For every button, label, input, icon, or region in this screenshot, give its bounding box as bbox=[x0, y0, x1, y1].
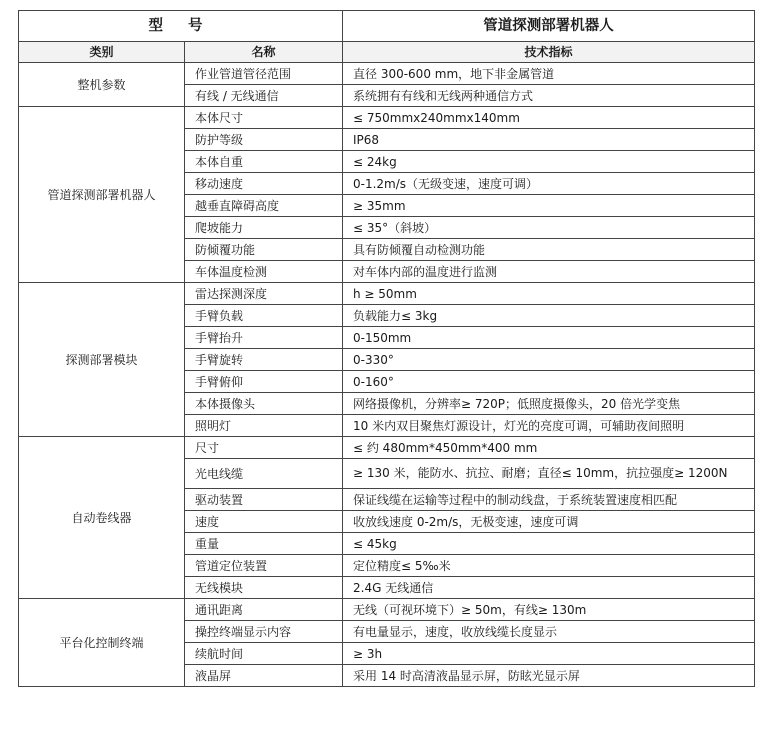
param-name-cell: 驱动装置 bbox=[185, 489, 343, 511]
param-name-cell: 照明灯 bbox=[185, 415, 343, 437]
param-spec-cell: 有电量显示，速度，收放线缆长度显示 bbox=[343, 621, 755, 643]
param-spec-cell: 2.4G 无线通信 bbox=[343, 577, 755, 599]
spec-table bbox=[18, 10, 755, 687]
header-row bbox=[19, 42, 755, 63]
name-header: 名称 bbox=[185, 42, 343, 63]
param-spec-cell: 0-150mm bbox=[343, 327, 755, 349]
param-name-cell: 手臂俯仰 bbox=[185, 371, 343, 393]
table-row bbox=[19, 63, 755, 85]
param-name-cell: 管道定位装置 bbox=[185, 555, 343, 577]
param-name-cell: 速度 bbox=[185, 511, 343, 533]
spec-body bbox=[19, 63, 755, 687]
param-name-cell: 光电线缆 bbox=[185, 459, 343, 489]
category-cell: 平台化控制终端 bbox=[19, 599, 185, 687]
param-spec-cell: ≤ 750mmx240mmx140mm bbox=[343, 107, 755, 129]
param-name-cell: 越垂直障碍高度 bbox=[185, 195, 343, 217]
param-name-cell: 通讯距离 bbox=[185, 599, 343, 621]
table-row bbox=[19, 437, 755, 459]
param-spec-cell: 0-160° bbox=[343, 371, 755, 393]
param-name-cell: 操控终端显示内容 bbox=[185, 621, 343, 643]
param-spec-cell: ≥ 3h bbox=[343, 643, 755, 665]
param-spec-cell: 收放线速度 0-2m/s，无极变速，速度可调 bbox=[343, 511, 755, 533]
param-name-cell: 有线 / 无线通信 bbox=[185, 85, 343, 107]
category-cell: 自动卷线器 bbox=[19, 437, 185, 599]
param-spec-cell: ≤ 45kg bbox=[343, 533, 755, 555]
param-name-cell: 本体自重 bbox=[185, 151, 343, 173]
param-spec-cell: IP68 bbox=[343, 129, 755, 151]
category-cell: 管道探测部署机器人 bbox=[19, 107, 185, 283]
param-spec-cell: 系统拥有有线和无线两种通信方式 bbox=[343, 85, 755, 107]
param-name-cell: 防倾覆功能 bbox=[185, 239, 343, 261]
param-name-cell: 移动速度 bbox=[185, 173, 343, 195]
param-name-cell: 液晶屏 bbox=[185, 665, 343, 687]
param-name-cell: 爬坡能力 bbox=[185, 217, 343, 239]
param-spec-cell: ≤ 约 480mm*450mm*400 mm bbox=[343, 437, 755, 459]
param-spec-cell: 采用 14 时高清液晶显示屏，防眩光显示屏 bbox=[343, 665, 755, 687]
table-row bbox=[19, 599, 755, 621]
param-name-cell: 车体温度检测 bbox=[185, 261, 343, 283]
param-spec-cell: 网络摄像机，分辨率≥ 720P；低照度摄像头，20 倍光学变焦 bbox=[343, 393, 755, 415]
param-spec-cell: h ≥ 50mm bbox=[343, 283, 755, 305]
param-name-cell: 续航时间 bbox=[185, 643, 343, 665]
param-spec-cell: 对车体内部的温度进行监测 bbox=[343, 261, 755, 283]
param-spec-cell: 直径 300-600 mm，地下非金属管道 bbox=[343, 63, 755, 85]
param-name-cell: 无线模块 bbox=[185, 577, 343, 599]
param-spec-cell: 定位精度≤ 5‰米 bbox=[343, 555, 755, 577]
param-spec-cell: 具有防倾覆自动检测功能 bbox=[343, 239, 755, 261]
category-cell: 整机参数 bbox=[19, 63, 185, 107]
param-spec-cell: ≤ 35°（斜坡） bbox=[343, 217, 755, 239]
param-name-cell: 手臂负载 bbox=[185, 305, 343, 327]
param-name-cell: 作业管道管径范围 bbox=[185, 63, 343, 85]
category-cell: 探测部署模块 bbox=[19, 283, 185, 437]
param-name-cell: 尺寸 bbox=[185, 437, 343, 459]
param-spec-cell: 10 米内双目聚焦灯源设计，灯光的亮度可调，可辅助夜间照明 bbox=[343, 415, 755, 437]
param-name-cell: 本体摄像头 bbox=[185, 393, 343, 415]
param-name-cell: 手臂抬升 bbox=[185, 327, 343, 349]
param-spec-cell: 0-1.2m/s（无级变速，速度可调） bbox=[343, 173, 755, 195]
param-spec-cell: 负载能力≤ 3kg bbox=[343, 305, 755, 327]
param-spec-cell: ≥ 35mm bbox=[343, 195, 755, 217]
category-header: 类别 bbox=[19, 42, 185, 63]
param-spec-cell: 保证线缆在运输等过程中的制动线盘，于系统装置速度相匹配 bbox=[343, 489, 755, 511]
model-label: 型 号 bbox=[19, 11, 343, 42]
param-name-cell: 本体尺寸 bbox=[185, 107, 343, 129]
table-row bbox=[19, 283, 755, 305]
param-name-cell: 防护等级 bbox=[185, 129, 343, 151]
param-spec-cell: ≤ 24kg bbox=[343, 151, 755, 173]
param-name-cell: 手臂旋转 bbox=[185, 349, 343, 371]
product-name: 管道探测部署机器人 bbox=[343, 11, 755, 42]
param-spec-cell: ≥ 130 米，能防水、抗拉、耐磨；直径≤ 10mm，抗拉强度≥ 1200N bbox=[343, 459, 755, 489]
param-name-cell: 雷达探测深度 bbox=[185, 283, 343, 305]
param-name-cell: 重量 bbox=[185, 533, 343, 555]
param-spec-cell: 0-330° bbox=[343, 349, 755, 371]
title-row bbox=[19, 11, 755, 42]
param-spec-cell: 无线（可视环境下）≥ 50m，有线≥ 130m bbox=[343, 599, 755, 621]
spec-header: 技术指标 bbox=[343, 42, 755, 63]
table-row bbox=[19, 107, 755, 129]
